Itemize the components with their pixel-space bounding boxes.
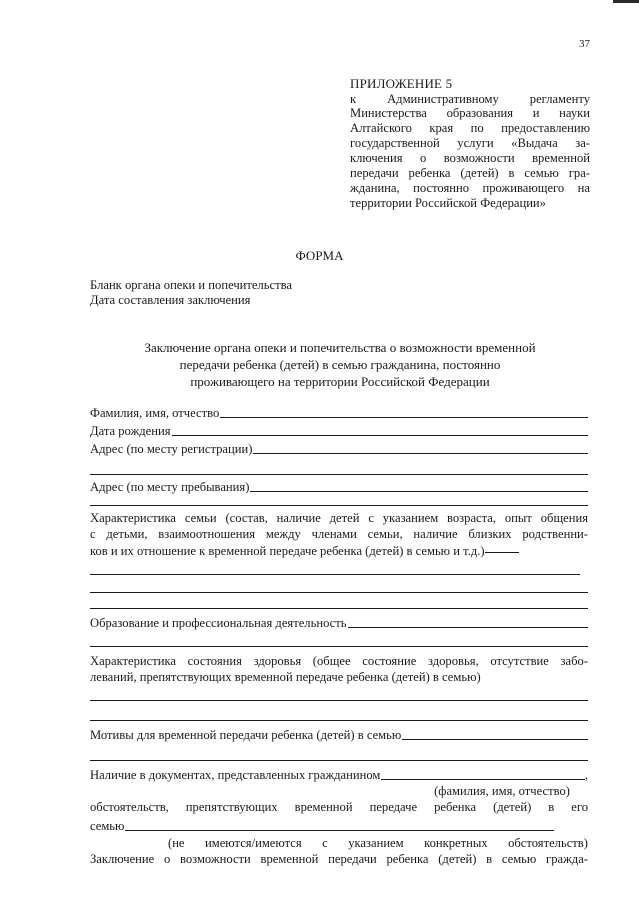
scan-edge-mark <box>613 0 639 3</box>
conclusion-title <box>100 340 580 391</box>
family-characteristics <box>90 510 588 559</box>
education-label: Образование и профессиональная деятельность <box>90 615 347 630</box>
circumstances-label: семью <box>90 818 125 833</box>
appendix-line: Министерства образования и науки <box>350 106 590 121</box>
education-field[interactable] <box>348 627 588 628</box>
stay-address-field[interactable] <box>250 491 588 492</box>
stay-address-label: Адрес (по месту пребывания) <box>90 479 250 494</box>
stay-address-row <box>90 477 588 495</box>
blank-date-line: Дата составления заключения <box>90 293 251 308</box>
family-extra-line[interactable] <box>90 559 580 575</box>
blank-authority-line: Бланк органа опеки и попечительства <box>90 278 293 292</box>
fio-field[interactable] <box>220 417 588 418</box>
form-body <box>90 403 588 867</box>
health-characteristics <box>90 653 588 686</box>
conclusion-title-line: проживающего на территории Российской Федерации <box>190 373 490 389</box>
appendix-block <box>350 76 590 210</box>
fio-row <box>90 403 588 421</box>
circumstances-field[interactable] <box>125 830 554 831</box>
health-extra-line[interactable] <box>90 686 588 701</box>
motives-extra-line[interactable] <box>90 743 588 761</box>
circumstances-caption: (не имеются/имеются с указанием конкретных обстоятельств) <box>168 835 588 850</box>
conclusion-title-line: передачи ребенка (детей) в семью гражданина, постоянно <box>179 356 501 372</box>
family-extra-line[interactable] <box>90 575 588 593</box>
education-extra-line[interactable] <box>90 631 588 647</box>
appendix-body <box>350 92 590 211</box>
dob-field[interactable] <box>172 435 588 436</box>
health-text-line: леваний, препятствующих временной передаче ребенка (детей) в семью) <box>90 670 481 685</box>
final-conclusion-line: Заключение о возможности временной передачи ребенка (детей) в семью гражда- <box>90 851 588 866</box>
documents-row <box>90 765 588 783</box>
motives-field[interactable] <box>402 739 588 740</box>
family-text-line: ков и их отношение к временной передаче ребенка (детей) в семью и т.д.) <box>90 543 588 559</box>
documents-comma: , <box>584 767 588 782</box>
appendix-line: передачи ребенка (детей) в семью гра- <box>350 165 590 180</box>
reg-address-label: Адрес (по месту регистрации) <box>90 441 253 456</box>
appendix-line: к Административному регламенту <box>350 91 590 106</box>
appendix-line: территории Российской Федерации» <box>350 195 546 210</box>
family-text-line: с детьми, взаимоотношения между членами семьи, наличие близких родственни- <box>90 527 588 542</box>
appendix-line: ключения о возможности временной <box>350 151 590 166</box>
form-heading: ФОРМА <box>295 248 344 263</box>
family-extra-line[interactable] <box>90 593 588 609</box>
documents-caption: (фамилия, имя, отчество) <box>434 783 570 798</box>
health-extra-line[interactable] <box>90 701 588 721</box>
dob-label: Дата рождения <box>90 423 171 438</box>
family-text-line: Характеристика семьи (состав, наличие детей с указанием возраста, опыт общения <box>90 511 588 525</box>
blank-header <box>90 278 292 308</box>
appendix-line: Алтайского края по предоставлению <box>350 121 590 136</box>
reg-address-row <box>90 439 588 457</box>
fio-label: Фамилия, имя, отчество <box>90 405 220 420</box>
motives-label: Мотивы для временной передачи ребенка (детей) в семью <box>90 727 402 742</box>
health-text-line: Характеристика состояния здоровья (общее состояние здоровья, отсутствие забо- <box>90 654 588 669</box>
appendix-line: жданина, постоянно проживающего на <box>350 180 590 195</box>
reg-address-field[interactable] <box>253 453 588 454</box>
page-number: 37 <box>579 38 590 50</box>
appendix-line: государственной услуги «Выдача за- <box>350 136 590 151</box>
documents-field[interactable] <box>381 779 584 780</box>
circumstances-row <box>90 816 588 834</box>
reg-address-extra-line[interactable] <box>90 457 588 475</box>
appendix-title: ПРИЛОЖЕНИЕ 5 <box>350 76 453 91</box>
conclusion-title-line: Заключение органа опеки и попечительства о возможности временной <box>144 340 536 355</box>
stay-address-extra-line[interactable] <box>90 495 588 506</box>
documents-label: Наличие в документах, представленных гражданином <box>90 767 381 782</box>
dob-row <box>90 421 588 439</box>
circumstances-line: обстоятельств, препятствующих временной передаче ребенка (детей) в его <box>90 799 588 814</box>
motives-row <box>90 725 588 743</box>
family-field[interactable] <box>485 552 519 553</box>
education-row <box>90 613 588 631</box>
